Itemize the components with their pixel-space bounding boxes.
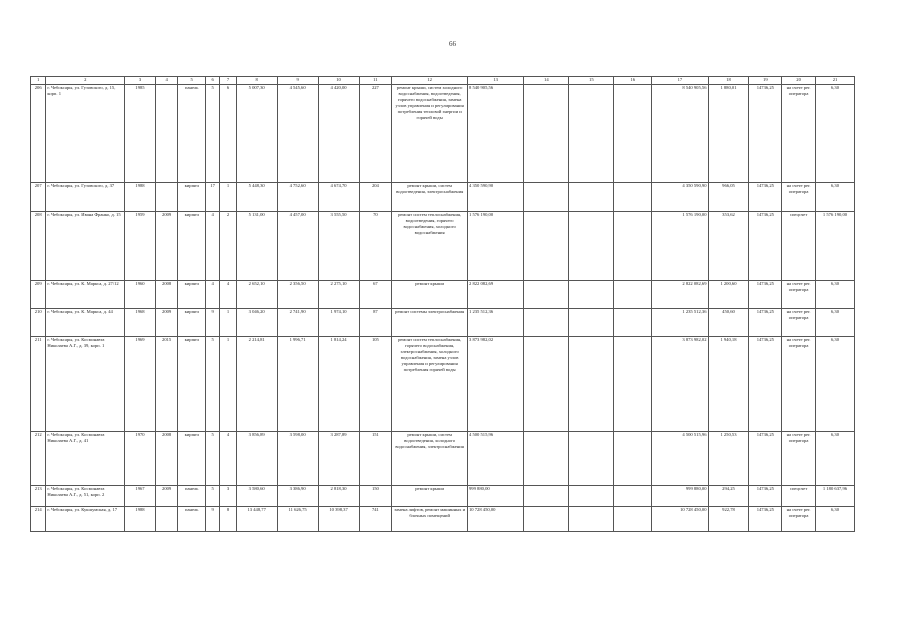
cost-budget-local-cell	[614, 281, 652, 309]
column-number-cell: 15	[569, 77, 614, 85]
residents-cell: 67	[359, 281, 392, 309]
cost-budget-republic-cell	[569, 183, 614, 212]
cost-budget-local-cell	[614, 432, 652, 486]
last-column-value-cell: 6,30	[815, 85, 854, 183]
year-repair-cell: 2009	[155, 486, 178, 507]
last-column-value-cell: 6,30	[815, 337, 854, 432]
cost-budget-republic-cell	[569, 85, 614, 183]
unit-cost-cell: 1 200,60	[708, 281, 749, 309]
wall-material-cell: кирпич	[178, 281, 206, 309]
cost-owners-cell: 2 822 082,69	[652, 281, 708, 309]
column-number-cell: 11	[359, 77, 392, 85]
total-area-cell: 13 448,77	[236, 507, 277, 532]
fund-method-cell: на счете рег. оператора	[782, 337, 816, 432]
year-built-cell: 1985	[125, 85, 156, 183]
unit-cost-cell: 922,78	[708, 507, 749, 532]
fund-method-cell: на счете рег. оператора	[782, 309, 816, 337]
cost-owners-cell: 8 540 905,56	[652, 85, 708, 183]
wall-material-cell: кирпич	[178, 432, 206, 486]
entrances-cell: 3	[220, 486, 236, 507]
wall-material-cell: панель	[178, 85, 206, 183]
cost-owners-cell: 4 350 590,90	[652, 183, 708, 212]
total-area-cell: 3 046,20	[236, 309, 277, 337]
max-unit-cost-cell: 14736,25	[749, 309, 782, 337]
year-built-cell: 1960	[125, 281, 156, 309]
address-cell: г. Чебоксары, ул. Гузовского, д. 15, корп. 1	[46, 85, 125, 183]
column-number-cell: 5	[178, 77, 206, 85]
row-number-cell: 213	[31, 486, 46, 507]
cost-owners-cell: 4 500 515,96	[652, 432, 708, 486]
column-number-cell: 6	[206, 77, 220, 85]
table-row	[31, 309, 855, 337]
cost-budget-republic-cell	[569, 486, 614, 507]
cost-budget-republic-cell	[569, 309, 614, 337]
column-number-cell: 14	[524, 77, 569, 85]
wall-material-cell: панель	[178, 486, 206, 507]
cost-fund-cell	[524, 309, 569, 337]
residents-cell: 70	[359, 212, 392, 281]
address-cell: г. Чебоксары, ул. Космонавта Николаева А.Г., д. 51, корп. 2	[46, 486, 125, 507]
unit-cost-cell: 353,62	[708, 212, 749, 281]
area-residential-cell: 4 420,00	[318, 85, 359, 183]
fund-method-cell: спецсчет	[782, 486, 816, 507]
area-residential-cell: 1 814,24	[318, 337, 359, 432]
year-built-cell: 1988	[125, 507, 156, 532]
wall-material-cell: кирпич	[178, 183, 206, 212]
unit-cost-cell: 294,25	[708, 486, 749, 507]
residents-cell: 204	[359, 183, 392, 212]
floors-cell: 9	[206, 309, 220, 337]
area-residential-cell: 3 287,89	[318, 432, 359, 486]
address-cell: г. Чебоксары, ул. Ивана Франко, д. 15	[46, 212, 125, 281]
work-type-cell: ремонт крыши	[392, 281, 468, 309]
entrances-cell: 1	[220, 183, 236, 212]
wall-material-cell: кирпич	[178, 212, 206, 281]
row-number-cell: 208	[31, 212, 46, 281]
wall-material-cell: кирпич	[178, 337, 206, 432]
address-cell: г. Чебоксары, ул. Космонавта Николаева А.Г., д. 41	[46, 432, 125, 486]
cost-total-cell: 2 822 082,69	[468, 281, 524, 309]
table-row	[31, 507, 855, 532]
last-column-value-cell: 6,30	[815, 309, 854, 337]
total-area-cell: 2 652,10	[236, 281, 277, 309]
wall-material-cell: кирпич	[178, 309, 206, 337]
column-number-cell: 21	[815, 77, 854, 85]
column-number-cell: 19	[749, 77, 782, 85]
work-type-cell: ремонт крыши, систем водоотведения, холодного водоснабжения, электроснабжения	[392, 432, 468, 486]
table-row	[31, 486, 855, 507]
fund-method-cell: на счете рег. оператора	[782, 85, 816, 183]
residents-cell: 150	[359, 486, 392, 507]
cost-budget-local-cell	[614, 507, 652, 532]
area-rooms-cell: 3 598,00	[277, 432, 318, 486]
work-type-cell: ремонт систем теплоснабжения, водоотведения, горячего водоснабжения, холодного водоснабжения	[392, 212, 468, 281]
area-rooms-cell: 1 996,71	[277, 337, 318, 432]
floors-cell: 9	[206, 507, 220, 532]
work-type-cell: ремонт крыши, систем водоотведения, электроснабжения	[392, 183, 468, 212]
floors-cell: 5	[206, 486, 220, 507]
cost-total-cell: 8 540 905,56	[468, 85, 524, 183]
total-area-cell: 5 448,30	[236, 183, 277, 212]
address-cell: г. Чебоксары, ул. К. Маркса, д. 44	[46, 309, 125, 337]
cost-total-cell: 4 500 515,96	[468, 432, 524, 486]
year-built-cell: 1959	[125, 212, 156, 281]
residents-cell: 151	[359, 432, 392, 486]
unit-cost-cell: 1 880,01	[708, 85, 749, 183]
row-number-cell: 211	[31, 337, 46, 432]
cost-budget-local-cell	[614, 337, 652, 432]
cost-budget-republic-cell	[569, 432, 614, 486]
work-type-cell: ремонт крыши, систем холодного водоснабжения, водоотведения, горячего водоснабжения, замена узлов управления и регулирования потребления тепловой энергии и горячей воды	[392, 85, 468, 183]
cost-budget-local-cell	[614, 85, 652, 183]
max-unit-cost-cell: 14736,25	[749, 183, 782, 212]
column-number-cell: 20	[782, 77, 816, 85]
residents-cell: 105	[359, 337, 392, 432]
cost-total-cell: 3 873 982,02	[468, 337, 524, 432]
wall-material-cell: панель	[178, 507, 206, 532]
year-built-cell: 1968	[125, 309, 156, 337]
year-repair-cell: 2008	[155, 432, 178, 486]
area-residential-cell: 3 555,50	[318, 212, 359, 281]
cost-budget-republic-cell	[569, 507, 614, 532]
entrances-cell: 1	[220, 337, 236, 432]
entrances-cell: 1	[220, 309, 236, 337]
cost-budget-local-cell	[614, 183, 652, 212]
cost-fund-cell	[524, 486, 569, 507]
column-number-cell: 3	[125, 77, 156, 85]
year-repair-cell	[155, 507, 178, 532]
table-row	[31, 337, 855, 432]
column-number-cell: 4	[155, 77, 178, 85]
address-cell: г. Чебоксары, ул. Космонавта Николаева А.Г., д. 39, корп. 1	[46, 337, 125, 432]
row-number-cell: 214	[31, 507, 46, 532]
unit-cost-cell: 1 250,53	[708, 432, 749, 486]
fund-method-cell: на счете рег. оператора	[782, 432, 816, 486]
table-row	[31, 281, 855, 309]
year-repair-cell: 2009	[155, 309, 178, 337]
floors-cell: 5	[206, 337, 220, 432]
area-rooms-cell: 4 457,00	[277, 212, 318, 281]
year-built-cell: 1969	[125, 337, 156, 432]
floors-cell: 4	[206, 281, 220, 309]
column-number-cell: 16	[614, 77, 652, 85]
entrances-cell: 4	[220, 432, 236, 486]
max-unit-cost-cell: 14736,25	[749, 212, 782, 281]
column-number-cell: 12	[392, 77, 468, 85]
cost-fund-cell	[524, 507, 569, 532]
cost-owners-cell: 10 728 450,00	[652, 507, 708, 532]
area-residential-cell: 2 275,10	[318, 281, 359, 309]
year-built-cell: 1967	[125, 486, 156, 507]
table-row	[31, 85, 855, 183]
year-built-cell: 1970	[125, 432, 156, 486]
cost-fund-cell	[524, 85, 569, 183]
table-row	[31, 183, 855, 212]
column-number-cell: 17	[652, 77, 708, 85]
unit-cost-cell: 450,60	[708, 309, 749, 337]
entrances-cell: 2	[220, 212, 236, 281]
column-number-cell: 10	[318, 77, 359, 85]
max-unit-cost-cell: 14736,25	[749, 337, 782, 432]
area-rooms-cell: 2 741,90	[277, 309, 318, 337]
fund-method-cell: на счете рег. оператора	[782, 281, 816, 309]
area-rooms-cell: 2 356,50	[277, 281, 318, 309]
cost-owners-cell: 1 235 512,36	[652, 309, 708, 337]
floors-cell: 5	[206, 85, 220, 183]
total-area-cell: 5 007,30	[236, 85, 277, 183]
page-number: 66	[449, 40, 456, 48]
column-number-cell: 9	[277, 77, 318, 85]
residents-cell: 227	[359, 85, 392, 183]
column-number-cell: 8	[236, 77, 277, 85]
max-unit-cost-cell: 14736,25	[749, 85, 782, 183]
cost-fund-cell	[524, 337, 569, 432]
year-repair-cell	[155, 85, 178, 183]
cost-total-cell: 999 880,00	[468, 486, 524, 507]
last-column-value-cell: 6,30	[815, 507, 854, 532]
residents-cell: 87	[359, 309, 392, 337]
last-column-value-cell: 6,30	[815, 281, 854, 309]
cost-owners-cell: 999 880,00	[652, 486, 708, 507]
address-cell: г. Чебоксары, ул. К. Маркса, д. 27/12	[46, 281, 125, 309]
work-type-cell: ремонт систем теплоснабжения, горячего водоснабжения, электроснабжения, холодного водоснабжения, замена узлов управления и регулирования потребления горячей воды	[392, 337, 468, 432]
year-repair-cell: 2015	[155, 337, 178, 432]
cost-budget-local-cell	[614, 486, 652, 507]
year-built-cell: 1988	[125, 183, 156, 212]
max-unit-cost-cell: 14736,25	[749, 281, 782, 309]
cost-fund-cell	[524, 281, 569, 309]
cost-fund-cell	[524, 183, 569, 212]
work-type-cell: ремонт системы электроснабжения	[392, 309, 468, 337]
total-area-cell: 3 856,89	[236, 432, 277, 486]
area-rooms-cell: 3 386,90	[277, 486, 318, 507]
row-number-cell: 206	[31, 85, 46, 183]
row-number-cell: 210	[31, 309, 46, 337]
last-column-value-cell: 6,30	[815, 432, 854, 486]
row-number-cell: 209	[31, 281, 46, 309]
cost-budget-local-cell	[614, 212, 652, 281]
row-number-cell: 212	[31, 432, 46, 486]
year-repair-cell: 2008	[155, 281, 178, 309]
capital-repair-table	[30, 76, 855, 532]
cost-budget-republic-cell	[569, 337, 614, 432]
fund-method-cell: на счете рег. оператора	[782, 183, 816, 212]
work-type-cell: замена лифтов, ремонт машинных и блочных помещений	[392, 507, 468, 532]
area-rooms-cell: 11 626,75	[277, 507, 318, 532]
floors-cell: 17	[206, 183, 220, 212]
year-repair-cell: 2009	[155, 212, 178, 281]
column-number-cell: 18	[708, 77, 749, 85]
floors-cell: 5	[206, 432, 220, 486]
cost-fund-cell	[524, 432, 569, 486]
area-residential-cell: 2 818,30	[318, 486, 359, 507]
cost-budget-republic-cell	[569, 212, 614, 281]
area-residential-cell: 4 674,70	[318, 183, 359, 212]
row-number-cell: 207	[31, 183, 46, 212]
cost-budget-local-cell	[614, 309, 652, 337]
total-area-cell: 3 580,60	[236, 486, 277, 507]
entrances-cell: 4	[220, 281, 236, 309]
address-cell: г. Чебоксары, ул. Гузовского, д. 37	[46, 183, 125, 212]
cost-total-cell: 10 728 450,00	[468, 507, 524, 532]
cost-total-cell: 4 350 590,90	[468, 183, 524, 212]
cost-fund-cell	[524, 212, 569, 281]
cost-total-cell: 1 576 190,00	[468, 212, 524, 281]
address-cell: г. Чебоксары, ул. Кукшумская, д. 17	[46, 507, 125, 532]
column-number-row	[31, 77, 855, 85]
last-column-value-cell: 6,30	[815, 183, 854, 212]
unit-cost-cell: 1 940,18	[708, 337, 749, 432]
table-row	[31, 432, 855, 486]
total-area-cell: 2 214,81	[236, 337, 277, 432]
column-number-cell: 2	[46, 77, 125, 85]
entrances-cell: 6	[220, 85, 236, 183]
unit-cost-cell: 966,05	[708, 183, 749, 212]
cost-owners-cell: 3 873 982,02	[652, 337, 708, 432]
area-rooms-cell: 4 752,60	[277, 183, 318, 212]
cost-budget-republic-cell	[569, 281, 614, 309]
residents-cell: 741	[359, 507, 392, 532]
cost-total-cell: 1 235 512,36	[468, 309, 524, 337]
cost-owners-cell: 1 576 190,00	[652, 212, 708, 281]
total-area-cell: 5 131,00	[236, 212, 277, 281]
entrances-cell: 8	[220, 507, 236, 532]
fund-method-cell: спецсчет	[782, 212, 816, 281]
column-number-cell: 7	[220, 77, 236, 85]
floors-cell: 4	[206, 212, 220, 281]
last-column-value-cell: 1 576 190,00	[815, 212, 854, 281]
year-repair-cell	[155, 183, 178, 212]
max-unit-cost-cell: 14736,25	[749, 432, 782, 486]
max-unit-cost-cell: 14736,25	[749, 486, 782, 507]
max-unit-cost-cell: 14736,25	[749, 507, 782, 532]
last-column-value-cell: 1 180 637,96	[815, 486, 854, 507]
area-rooms-cell: 4 545,60	[277, 85, 318, 183]
work-type-cell: ремонт крыши	[392, 486, 468, 507]
column-number-cell: 1	[31, 77, 46, 85]
area-residential-cell: 10 398,37	[318, 507, 359, 532]
fund-method-cell: на счете рег. оператора	[782, 507, 816, 532]
area-residential-cell: 1 974,10	[318, 309, 359, 337]
table-row	[31, 212, 855, 281]
column-number-cell: 13	[468, 77, 524, 85]
